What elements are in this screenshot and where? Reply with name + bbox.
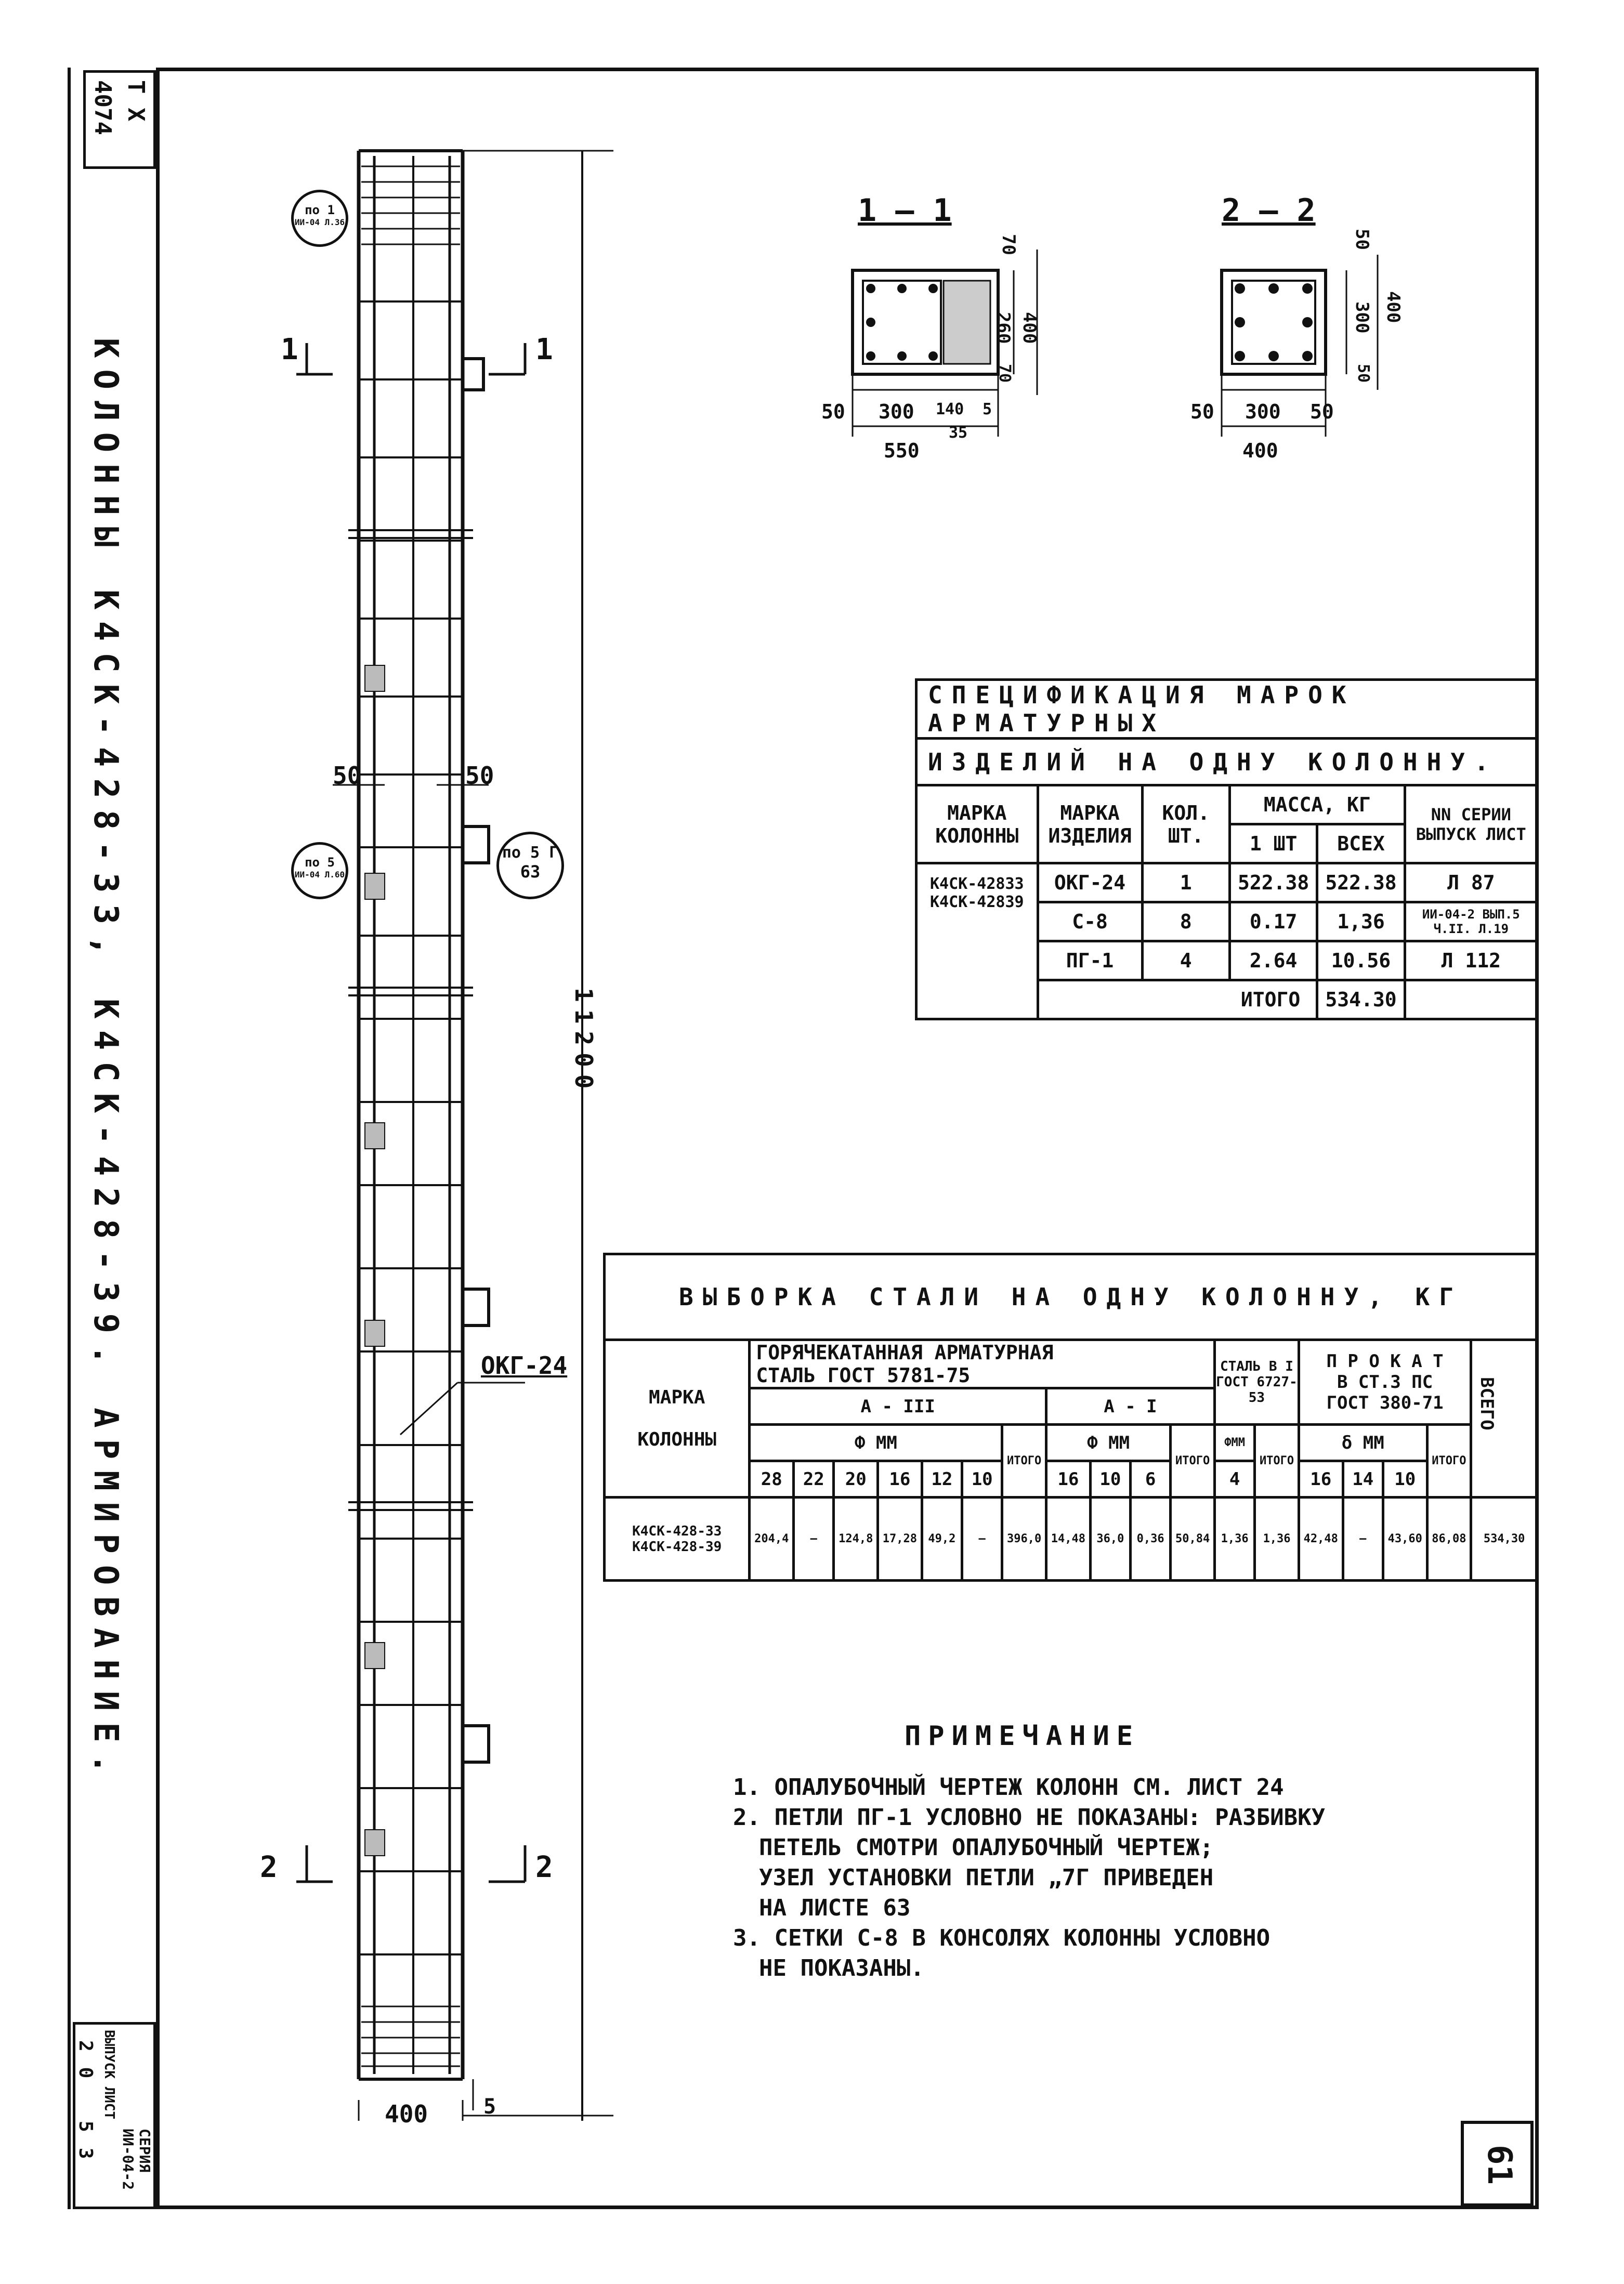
spec-cell: ПГ-1 <box>1038 941 1142 980</box>
spec-cell: 2.64 <box>1229 941 1317 980</box>
spec-cell: 522.38 <box>1317 863 1405 902</box>
steel-header-fmm-a1: Ф ММ <box>1046 1425 1171 1461</box>
s11-dim-550: 550 <box>884 439 920 462</box>
spec-cell: Л 87 <box>1405 863 1537 902</box>
callout-circle-1 <box>291 190 348 247</box>
dim-50-right: 50 <box>465 762 494 790</box>
s22-dim-400-vert: 400 <box>1383 291 1404 323</box>
steel-cell: 86,08 <box>1427 1498 1471 1581</box>
section-1-left-label: 1 <box>281 333 298 366</box>
spec-total-value: 534.30 <box>1317 980 1405 1019</box>
series-stamp <box>73 2022 156 2209</box>
s11-dim-50: 50 <box>821 400 845 423</box>
spec-cell: 4 <box>1142 941 1229 980</box>
s22-dim-50-right: 50 <box>1310 400 1334 423</box>
spec-cell: 1 <box>1142 863 1229 902</box>
s22-dim-300-vert: 300 <box>1352 301 1372 334</box>
spec-column-marks: К4СК-42833 К4СК-42839 <box>916 863 1038 1019</box>
page-number: 61 <box>1480 2145 1518 2185</box>
steel-cell: 1,36 <box>1214 1498 1254 1581</box>
steel-diam: 28 <box>750 1461 794 1498</box>
steel-diam: 6 <box>1130 1461 1170 1498</box>
spec-cell <box>1405 980 1537 1019</box>
dim-50-left: 50 <box>333 762 362 790</box>
steel-cell: 14,48 <box>1046 1498 1091 1581</box>
s11-dim-70-top: 70 <box>998 234 1019 255</box>
section-2-2-drawing <box>1196 224 1414 494</box>
section-1-right-label: 1 <box>535 333 553 366</box>
corner-stamp-top: Т Х <box>123 80 149 122</box>
steel-header-total: ВСЕГО <box>1471 1340 1538 1498</box>
note-line: 2. ПЕТЛИ ПГ-1 УСЛОВНО НЕ ПОКАЗАНЫ: РАЗБИВКУ <box>733 1804 1326 1831</box>
spec-header-mass: МАССА, КГ <box>1229 785 1405 824</box>
callout-circle-2 <box>291 842 348 899</box>
steel-diam: 10 <box>1383 1461 1427 1498</box>
note-line: 3. СЕТКИ С-8 В КОНСОЛЯХ КОЛОННЫ УСЛОВНО <box>733 1925 1271 1951</box>
section-1-1-drawing <box>832 224 1050 494</box>
steel-cell: — <box>794 1498 834 1581</box>
section-2-left-label: 2 <box>260 1850 278 1884</box>
steel-header-itogo-prokat: ИТОГО <box>1427 1425 1471 1498</box>
s22-dim-50-left: 50 <box>1190 400 1214 423</box>
spec-header-all: ВСЕХ <box>1317 824 1405 863</box>
callout-circle-3-top: по 5 Г <box>502 844 559 862</box>
drawing-title: КОЛОННЫ К4СК-428-33, К4СК-428-39. АРМИРОВАНИЕ. <box>86 338 125 1786</box>
steel-cell: 42,48 <box>1299 1498 1343 1581</box>
s22-dim-50-bottom: 50 <box>1354 364 1372 383</box>
callout-circle-3-bottom: 63 <box>520 862 541 882</box>
page-number-box <box>1461 2121 1534 2207</box>
s11-dim-260: 260 <box>993 312 1014 344</box>
spec-cell: 522.38 <box>1229 863 1317 902</box>
steel-header-a1: А - I <box>1046 1388 1215 1425</box>
steel-cell: 1,36 <box>1255 1498 1299 1581</box>
steel-diam: 16 <box>1299 1461 1343 1498</box>
steel-row-marks: К4СК-428-33 К4СК-428-39 <box>605 1498 750 1581</box>
s11-dim-70-bottom: 70 <box>996 364 1014 383</box>
spec-header-qty: КОЛ. ШТ. <box>1142 785 1229 863</box>
spec-cell: 1,36 <box>1317 902 1405 941</box>
s11-dim-5: 5 <box>983 400 992 418</box>
table-row <box>605 1498 1538 1581</box>
steel-header-mark: МАРКА КОЛОННЫ <box>605 1340 750 1498</box>
steel-header-a3: А - III <box>750 1388 1046 1425</box>
notes-heading: ПРИМЕЧАНИЕ <box>905 1721 1141 1752</box>
spec-cell: 10.56 <box>1317 941 1405 980</box>
s22-dim-400: 400 <box>1242 439 1278 462</box>
spec-cell: 8 <box>1142 902 1229 941</box>
s22-dim-50-top: 50 <box>1352 229 1372 250</box>
spec-header-item: МАРКА ИЗДЕЛИЯ <box>1038 785 1142 863</box>
section-2-right-label: 2 <box>535 1850 553 1884</box>
steel-cell: 17,28 <box>878 1498 922 1581</box>
note-line: НА ЛИСТЕ 63 <box>759 1895 911 1921</box>
steel-header-hot: ГОРЯЧЕКАТАННАЯ АРМАТУРНАЯ СТАЛЬ ГОСТ 5781-75 <box>750 1340 1215 1388</box>
section-1-1-title: 1 — 1 <box>858 192 952 229</box>
steel-cell: 43,60 <box>1383 1498 1427 1581</box>
callout-circle-1-top: по 1 <box>305 203 335 217</box>
spec-cell: 0.17 <box>1229 902 1317 941</box>
steel-diam: 10 <box>1090 1461 1130 1498</box>
steel-diam: 14 <box>1343 1461 1383 1498</box>
series-value: ИИ-04-2 <box>120 2129 137 2190</box>
note-line: НЕ ПОКАЗАНЫ. <box>759 1955 924 1981</box>
spec-header-series: NN СЕРИИ ВЫПУСК ЛИСТ <box>1405 785 1537 863</box>
spec-cell: Л 112 <box>1405 941 1537 980</box>
dim-height-11200: 11200 <box>570 988 598 1096</box>
steel-cell: 0,36 <box>1130 1498 1170 1581</box>
steel-header-itogo-a3: ИТОГО <box>1002 1425 1046 1498</box>
steel-table <box>603 1253 1539 1582</box>
steel-cell: — <box>1343 1498 1383 1581</box>
steel-header-dmm: δ ММ <box>1299 1425 1427 1461</box>
steel-diam: 16 <box>878 1461 922 1498</box>
steel-header-prokat: П Р О К А Т В СТ.3 ПС ГОСТ 380-71 <box>1299 1340 1471 1425</box>
spec-cell: ОКГ-24 <box>1038 863 1142 902</box>
spec-header-mark: МАРКА КОЛОННЫ <box>916 785 1038 863</box>
steel-cell: 36,0 <box>1090 1498 1130 1581</box>
s11-dim-35: 35 <box>949 424 968 442</box>
steel-diam: 10 <box>962 1461 1002 1498</box>
issue-label: ВЫПУСК ЛИСТ <box>101 2030 117 2120</box>
steel-cell: — <box>962 1498 1002 1581</box>
spec-table <box>915 678 1539 1020</box>
steel-cell: 204,4 <box>750 1498 794 1581</box>
steel-title: ВЫБОРКА СТАЛИ НА ОДНУ КОЛОННУ, КГ <box>605 1254 1538 1340</box>
steel-diam: 22 <box>794 1461 834 1498</box>
spec-header-one: 1 ШТ <box>1229 824 1317 863</box>
steel-diam: 20 <box>834 1461 878 1498</box>
corner-stamp <box>83 70 156 169</box>
spec-cell: С-8 <box>1038 902 1142 941</box>
steel-cell: 124,8 <box>834 1498 878 1581</box>
table-row <box>916 863 1538 902</box>
steel-diam: 4 <box>1214 1461 1254 1498</box>
issue-value: 20 53 <box>75 2040 96 2175</box>
callout-okg-24: ОКГ-24 <box>481 1351 568 1380</box>
steel-cell: 49,2 <box>922 1498 962 1581</box>
note-line: УЗЕЛ УСТАНОВКИ ПЕТЛИ „7Г ПРИВЕДЕН <box>759 1865 1214 1891</box>
steel-header-itogo-steel: ИТОГО <box>1255 1425 1299 1498</box>
steel-header-steel: СТАЛЬ В I ГОСТ 6727-53 <box>1214 1340 1299 1425</box>
spec-title-2: ИЗДЕЛИЙ НА ОДНУ КОЛОННУ. <box>916 739 1538 785</box>
s22-dim-300: 300 <box>1245 400 1281 423</box>
callout-circle-2-top: по 5 <box>305 855 335 870</box>
steel-header-itogo-a1: ИТОГО <box>1171 1425 1215 1498</box>
steel-diam: 12 <box>922 1461 962 1498</box>
callout-circle-1-bottom: ИИ-04 Л.36 <box>294 217 345 227</box>
steel-cell: 50,84 <box>1171 1498 1215 1581</box>
callout-circle-2-bottom: ИИ-04 Л.60 <box>294 870 345 880</box>
column-elevation <box>229 135 624 2121</box>
corner-stamp-num: 4074 <box>89 80 116 135</box>
note-line: 1. ОПАЛУБОЧНЫЙ ЧЕРТЕЖ КОЛОНН СМ. ЛИСТ 24 <box>733 1774 1284 1801</box>
note-line: ПЕТЕЛЬ СМОТРИ ОПАЛУБОЧНЫЙ ЧЕРТЕЖ; <box>759 1834 1214 1861</box>
series-label: СЕРИЯ <box>136 2129 153 2173</box>
steel-header-fmm-steel: ФММ <box>1214 1425 1254 1461</box>
s11-dim-400: 400 <box>1019 312 1040 344</box>
steel-diam: 16 <box>1046 1461 1091 1498</box>
section-2-2-title: 2 — 2 <box>1222 192 1316 229</box>
spec-cell: ИИ-04-2 ВЫП.5 Ч.II. Л.19 <box>1405 902 1537 941</box>
steel-header-fmm-a3: Ф ММ <box>750 1425 1002 1461</box>
spec-total-label: ИТОГО <box>1038 980 1317 1019</box>
steel-cell: 534,30 <box>1471 1498 1538 1581</box>
notes-block <box>733 1773 1325 1984</box>
steel-cell: 396,0 <box>1002 1498 1046 1581</box>
callout-circle-3 <box>496 832 564 899</box>
spec-title-1: СПЕЦИФИКАЦИЯ МАРОК АРМАТУРНЫХ <box>916 680 1538 739</box>
s11-dim-300: 300 <box>879 400 914 423</box>
s11-dim-140: 140 <box>936 400 964 418</box>
dim-bottom-5: 5 <box>483 2095 496 2119</box>
dim-width-400: 400 <box>385 2100 428 2128</box>
